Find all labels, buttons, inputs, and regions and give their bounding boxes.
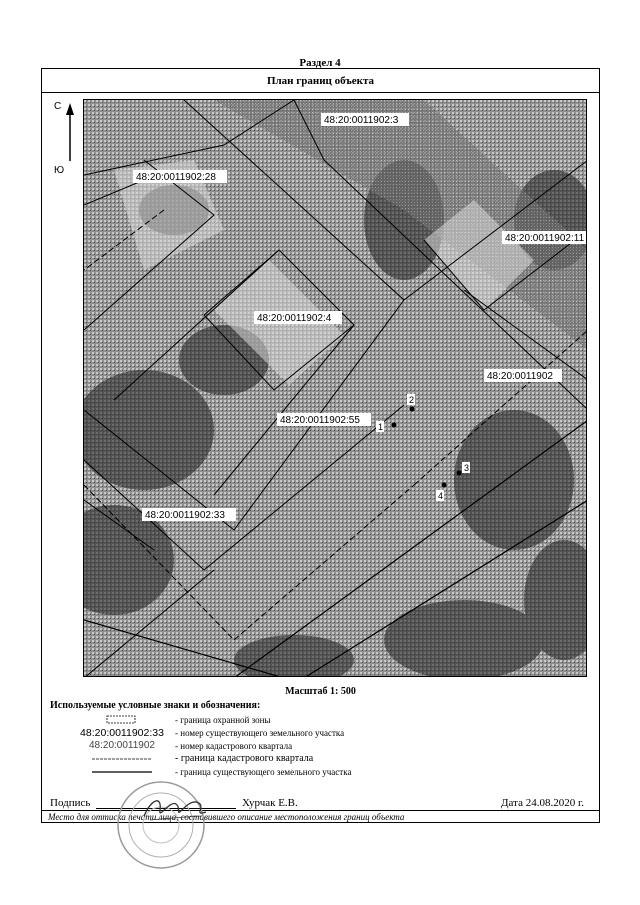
quarter-label: 48:20:0011902 [487,371,553,382]
signature-date: Дата 24.08.2020 г. [501,797,584,809]
boundary-point [392,423,397,428]
compass-north: С [54,101,62,112]
arrow-up-icon [66,103,74,115]
legend-desc: - граница охранной зоны [175,715,271,725]
parcel-label: 48:20:0011902:4 [257,313,332,324]
legend-symbol: 48:20:0011902 [89,740,155,751]
parcel-label: 48:20:0011902:55 [280,415,360,426]
legend-desc: - номер существующего земельного участка [175,728,345,738]
legend-title: Используемые условные знаки и обозначения: [50,700,261,711]
signature-label: Подпись [50,797,91,809]
boundary-point [442,483,447,488]
point-label: 3 [464,463,470,473]
point-label: 4 [438,491,444,501]
plan-title: План границ объекта [42,69,599,93]
map-scale: Масштаб 1: 500 [285,686,356,697]
parcel-label: 48:20:0011902:33 [145,510,225,521]
compass-south: Ю [54,165,65,176]
parcel-label: 48:20:0011902:3 [324,115,399,126]
signer-name: Хурчак Е.В. [242,797,298,809]
legend-row [42,714,599,726]
map-view[interactable] [83,99,587,677]
point-label: 1 [378,422,384,432]
point-label: 2 [409,395,415,405]
boundary-point [457,471,462,476]
legend-row [42,740,599,752]
parcel-label: 48:20:0011902:11 [505,233,585,244]
legend-desc: - граница существующего земельного участка [175,767,352,777]
legend-row [42,753,599,765]
handwritten-signature-icon [140,790,210,826]
compass [50,99,80,249]
section-title: Раздел 4 [299,57,341,69]
legend-row [42,727,599,739]
legend-desc: - граница кадастрового квартала [175,753,314,764]
legend-desc: - номер кадастрового квартала [175,741,293,751]
legend-row [42,766,599,778]
boundary-point [410,407,415,412]
stamp-place-note: Место для оттиска печати лица, составившего описание местоположения границ объекта [42,810,599,823]
plan-frame [41,68,600,823]
aerial-map [84,100,587,677]
parcel-label: 48:20:0011902:28 [136,172,216,183]
legend-symbol: 48:20:0011902:33 [80,727,164,739]
